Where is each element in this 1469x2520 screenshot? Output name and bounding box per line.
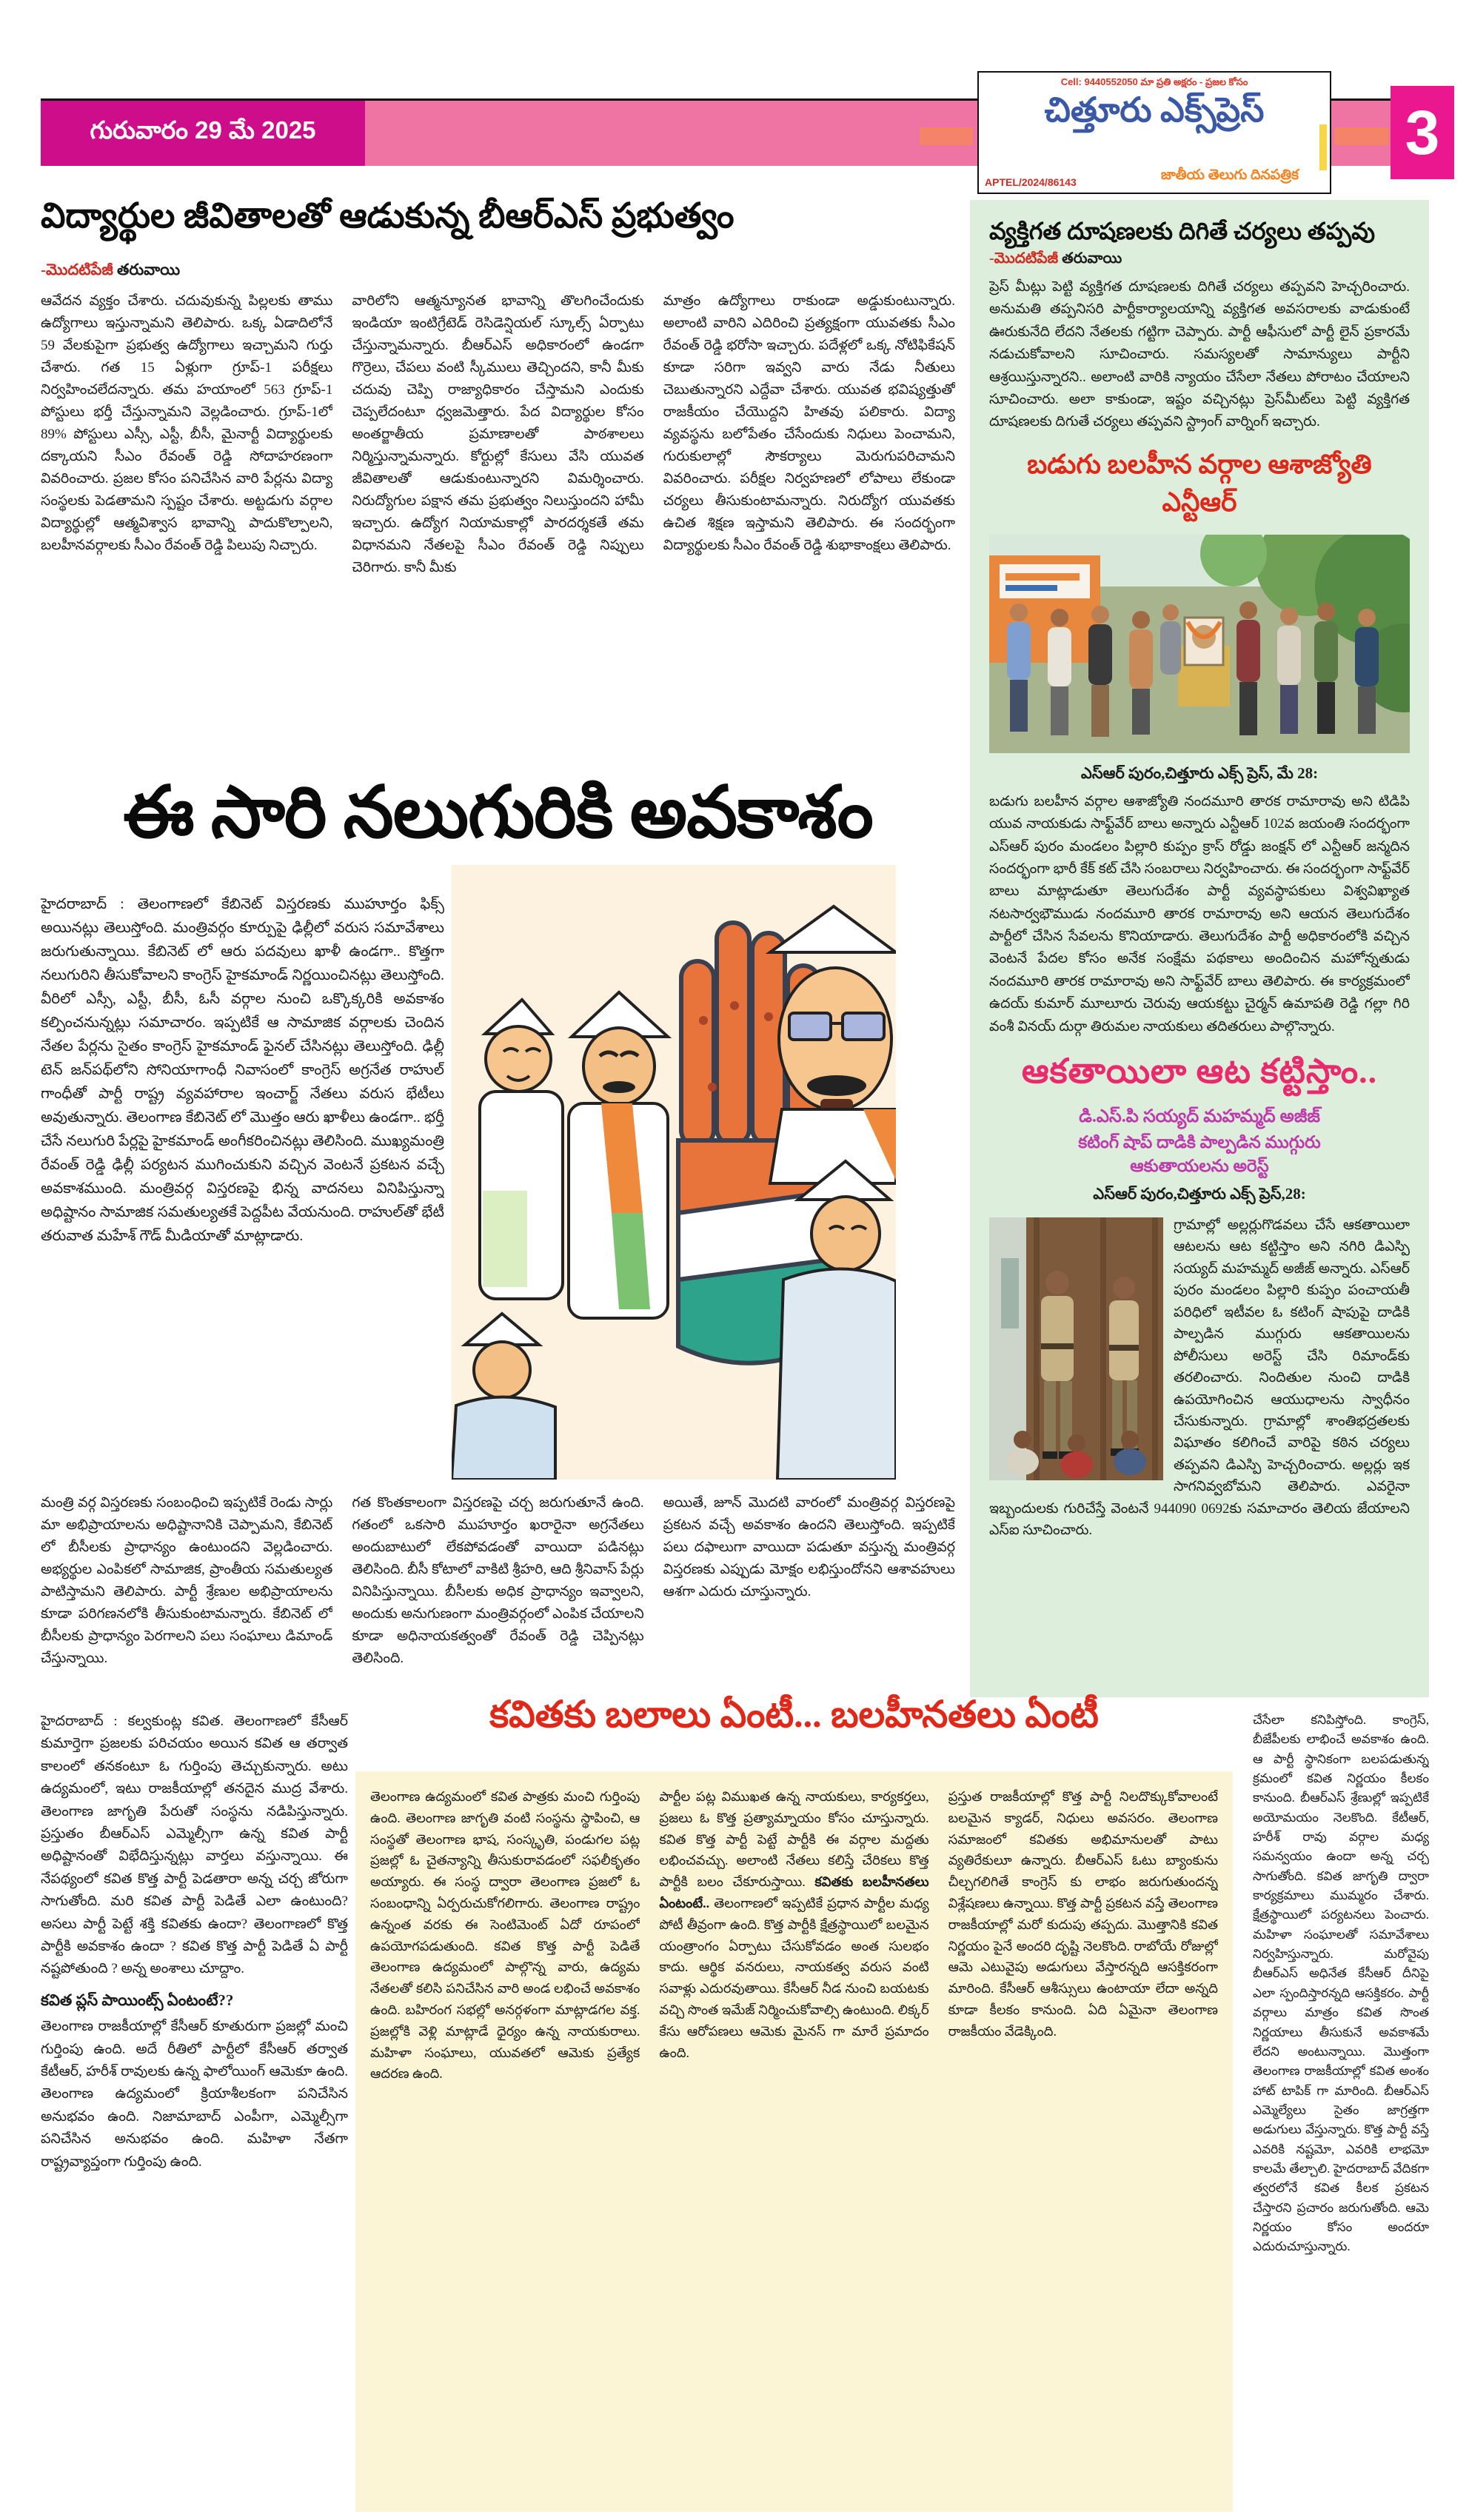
rowdy-body2: నిందితుల నుంచి దాడికి ఉపయోగించిన ఆయుధాలను స్వాధీనం చేసుకున్నారు. గ్రామాల్లో శాంతిభద్రతలకు విఘాతం కలిగించే వారిపై కఠిన చర్యలు తప్పవని డిఎస్పి హెచ్చరించారు. అల్లర్లు ఇక సాగనివ్వబోమని తెలిపారు. ఎవరైనా ఇబ్బందులకు గురిచేస్తే వెంటనే 944090 0692కు సమాచారం తెలియ జేయాలని ఎస్ఐ సూచించారు. xyxy=(989,1370,1410,1539)
article-column: మాత్రం ఉద్యోగాలు రాకుండా అడ్డుకుంటున్నారు. అలాంటి వారిని ఎదిరించి ప్రత్యక్షంగా యువతకు సీఎం రేవంత్ రెడ్డి భరోసా ఇచ్చారు. పదేళ్లలో ఒక్క నోటిఫికేషన్ కూడా సరిగా ఇవ్వని వారు నేడు నీతులు చెబుతున్నారని ఎద్దేవా చేశారు. యువత భవిష్యత్తుతో రాజకీయం చేయొద్దని హితవు పలికారు. విద్యా వ్యవస్థను బలోపేతం చేసేందుకు నిధులు పెంచామని, గురుకులాల్లో సౌకర్యాలు మెరుగుపరిచామని వివరించారు. పరీక్షల నిర్వహణలో లోపాలు లేకుండా చర్యలు తీసుకుంటామన్నారు. నిరుద్యోగ యువతకు ఉచిత శిక్షణ ఇస్తామని తెలిపారు. ఈ సందర్భంగా విద్యార్థులకు సీఎం రేవంత్ రెడ్డి శుభాకాంక్షలు తెలిపారు. xyxy=(663,293,955,554)
kavitha-col2-part1: పార్టీల పట్ల విముఖత ఉన్న నాయకులు, కార్యకర్తలు, ప్రజలు ఓ కొత్త ప్రత్యామ్నాయం కోసం చూస్తున్నారు. కవిత కొత్త పార్టీ పెట్టే పార్టీకి ఈ వర్గాల మద్దతు లభించవచ్చు. అలాంటి నేతలు కలిస్తే చేరికలు కొత్త పార్టీకి బలం చేకూరుస్తాయి. xyxy=(659,1789,929,1890)
masthead-logo xyxy=(977,71,1331,194)
kavitha-left-body: తెలంగాణ రాజకీయాల్లో కేసీఆర్ కూతురుగా ప్రజల్లో మంచి గుర్తింపు ఉంది. అదే రీతిలో పార్టీలో కేసీఆర్ తర్వాత కేటీఆర్, హరీశ్ రావులకు ఉన్న ఫాలోయింగ్ ఆమెకూ ఉంది. తెలంగాణ ఉద్యమంలో క్రియాశీలకంగా పనిచేసిన అనుభవం ఉంది. నిజామాబాద్ ఎంపీగా, ఎమ్మెల్సీగా పనిచేసిన అనుభవం ఉంది. మహిళా నేతగా రాష్ట్రవ్యాప్తంగా గుర్తింపు ఉంది. xyxy=(41,2019,348,2170)
kavitha-col2-part2: తెలంగాణలో ఇప్పటికే ప్రధాన పార్టీల మధ్య పోటీ తీవ్రంగా ఉంది. కొత్త పార్టీకి క్షేత్రస్థాయిలో బలమైన యంత్రాంగం ఏర్పాటు చేసుకోవడం అంత సులభం కాదు. ఆర్థిక వనరులు, నాయకత్వ వరుస వంటి సవాళ్లు ఎదురవుతాయి. కేసీఆర్ నీడ నుంచి బయటకు వచ్చి సొంత ఇమేజ్ నిర్మించుకోవాల్సి ఉంటుంది. లిక్కర్ కేసు ఆరోపణలు ఆమెకు మైనస్ గా మారే ప్రమాదం ఉంది. xyxy=(659,1895,929,2060)
rowdy-subhead: డి.ఎస్.పి సయ్యద్ మహమ్మద్ అజీజ్ xyxy=(1079,1107,1320,1127)
headline-cabinet-banner: ఈ సారి నలుగురికి అవకాశం xyxy=(123,773,873,852)
cabinet-columns xyxy=(41,1492,955,1681)
date-bar xyxy=(41,101,365,166)
rowdy-body: గ్రామాల్లో అల్లర్లుగొడవలు చేసే ఆకతాయిలా ఆటలను ఆట కట్టిస్తాం అని నగిరి డిఎస్పి సయ్యద్ మహమ్మద్ అజీజ్ అన్నారు. ఎస్ఆర్ పురం మండలం పిల్లారి కుప్పం పంచాయతీ పరిధిలో ఇటీవల ఓ కటింగ్ షాపుపై దాడికి పాల్పడిన ముగ్గురు ఆకతాయిలను పోలీసులు అరెస్ట్ చేసి రిమాండ్‌కు తరలించారు. xyxy=(1174,1217,1410,1386)
article-column: ఆవేదన వ్యక్తం చేశారు. చదువుకున్న పిల్లలకు తాము ఉద్యోగాలు ఇస్తున్నామని తెలిపారు. ఒక్క ఏడాదిలోనే 59 వేలకుపైగా ప్రభుత్వ ఉద్యోగాలు ఇచ్చామని గుర్తు చేశారు. గత 15 ఏళ్లుగా గ్రూప్-1 పరీక్షలు నిర్వహించలేదన్నారు. తమ హయాంలో 563 గ్రూప్-1 పోస్టులు భర్తీ చేస్తున్నామని వెల్లడించారు. గ్రూప్-1లో 89% పోస్టులు ఎస్సీ, ఎస్టీ, బీసీ, మైనార్టీ విద్యార్థులకు దక్కాయని సీఎం రేవంత్ రెడ్డి సోదాహరణంగా వివరించారు. ప్రజల కోసం పనిచేసిన వారి పేర్లను విద్యా సంస్థలకు పెడతామని స్పష్టం చేశారు. అట్టడుగు వర్గాల విద్యార్థుల్లో ఆత్మవిశ్వాస భావాన్ని పాదుకొల్పాలని, బలహీనవర్గాలకు సీఎం రేవంత్ రెడ్డి పిలుపు నిచ్చారు. xyxy=(41,293,333,554)
rowdy-subhead: కటింగ్ షాప్ దాడికి పాల్పడిన ముగ్గురు xyxy=(1078,1133,1321,1152)
page-number: 3 xyxy=(1405,97,1440,167)
rowdy-dateline: ఎస్ఆర్ పురం,చిత్తూరు ఎక్స్ ప్రెస్,28: xyxy=(1093,1185,1306,1203)
police-photo xyxy=(989,1217,1163,1480)
headline-rowdy: ఆకతాయిలా ఆట కట్టిస్తాం.. xyxy=(1021,1052,1378,1091)
headline-kavitha: కవితకు బలాలు ఏంటీ... బలహీనతలు ఏంటీ xyxy=(489,1694,1099,1735)
masthead-topline: Cell: 9440552050 మా ప్రతి అక్షరం - ప్రజల కోసం xyxy=(1060,76,1248,87)
headline-students: విద్యార్థుల జీవితాలతో ఆడుకున్న బీఆర్ఎస్ ప్రభుత్వం xyxy=(41,197,734,235)
kavitha-column: ప్రస్తుత రాజకీయాల్లో కొత్త పార్టీ నిలదొక్కుకోవాలంటే బలమైన క్యాడర్, నిధులు అవసరం. తెలంగాణ సమాజంలో కవితకు అభిమానులతో పాటు వ్యతిరేకులూ ఉన్నారు. బీఆర్ఎస్ ఓటు బ్యాంకును చీల్చగలిగితే కాంగ్రెస్ కు లాభం జరుగుతుందన్న విశ్లేషణలు ఉన్నాయి. కొత్త పార్టీ ప్రకటన వస్తే తెలంగాణ రాజకీయాల్లో మరో కుదుపు తప్పదు. మొత్తానికి కవిత నిర్ణయం పైనే అందరి దృష్టి నెలకొంది. రాబోయే రోజుల్లో ఆమె ఎటువైపు అడుగులు వేస్తారన్నది ఆసక్తికరంగా మారింది. కేసీఆర్ ఆశీస్సులు ఉంటాయా లేదా అన్నది కూడా కీలకం కానుంది. ఏది ఏమైనా తెలంగాణ రాజకీయం వేడెక్కింది. xyxy=(948,1789,1218,2039)
ntr-dateline: ఎస్ఆర్ పురం,చిత్తూరు ఎక్స్ ప్రెస్, మే 28: xyxy=(1080,763,1319,782)
byline-red: -మొదటిపేజీ xyxy=(989,250,1059,267)
kavitha-weakness-subhead: కవితకు బలహీనతలు ఏంటంటే.. xyxy=(659,1874,929,1911)
masthead-dash-left xyxy=(920,127,973,145)
article-column: అయితే, జూన్ మొదటి వారంలో మంత్రివర్గ విస్తరణపై ప్రకటన వచ్చే అవకాశం ఉందని తెలుస్తోంది. ఇప్పటికే పలు దఫాలుగా వాయిదా పడుతూ వస్తున్న మంత్రివర్గ విస్తరణకు ఎప్పుడు మోక్షం లభిస్తుందోనని ఆశావహులు ఆశగా ఎదురు చూస్తున్నారు. xyxy=(663,1495,955,1600)
byline-rest: తరువాయి xyxy=(113,261,181,278)
masthead-regno: APTEL/2024/86143 xyxy=(985,176,1077,188)
masthead-accent-strip xyxy=(1319,124,1327,170)
ntr-body: బడుగు బలహీన వర్గాల ఆశాజ్యోతి నందమూరి తారక రామారావు అని టిడిపి యువ నాయకుడు సాఫ్ట్‌వేర్ బాలు అన్నారు ఎన్టీఆర్ 102వ జయంతి సందర్భంగా ఎస్ఆర్ పురం మండలం పిల్లారి కుప్పం క్రాస్ రోడ్డు జంక్షన్ లో ఎన్టీఆర్ జన్మదిన సందర్భంగా భారీ కేక్ కట్ చేసి సంబరాలు నిర్వహించారు. ఈ సందర్భంగా సాఫ్ట్‌వేర్ బాలు మాట్లాడుతూ తెలుగుదేశం పార్టీ వ్యవస్థాపకులు విశ్వవిఖ్యాత నటసార్వభౌముడు నందమూరి తారక రామారావు అని ఆయన తెలుగుదేశం పార్టీలో చేసిన సేవలను కొనియాడారు. తెలుగుదేశం పార్టీ అధికారంలోకి వచ్చిన వెంటనే పేదల కోసం అనేక సంక్షేమ పథకాలు అందించిన మహోన్నతుడు నందమూరి తారక రామారావు అని సాఫ్ట్‌వేర్ బాలు తెలిపారు. ఈ కార్యక్రమంలో ఉదయ్ కుమార్ మూలూరు చెరువు ఆయకట్టు చైర్మన్ ఉమాపతి రెడ్డి గల్లా గిరి వంశీ వినయ్ దుర్గా తిరుమల నాయకులు తదితరులు పాల్గొన్నారు. xyxy=(989,793,1410,1035)
students-columns xyxy=(41,290,955,753)
cartoon-illustration xyxy=(452,865,896,1480)
green-sidebar xyxy=(970,200,1429,1697)
byline-rest: తరువాయి xyxy=(1058,250,1122,267)
article-column: వారిలోని ఆత్మన్యూనత భావాన్ని తొలగించేందుకు ఇండియా ఇంటిగ్రేటెడ్ రెసిడెన్షియల్ స్కూల్స్ ఏర్పాటు చేస్తున్నామన్నారు. బీఆర్ఎస్ అధికారంలో ఉండగా గొర్రెలు, చేపలు వంటి స్కీములు తెచ్చిందని, కానీ మీకు చదువు చెప్పి రాజ్యాధికారం చేస్తామని ఎందుకు చెప్పలేదంటూ ధ్వజమెత్తారు. పేద విద్యార్థుల కోసం అంతర్జాతీయ ప్రమాణాలతో పాఠశాలలు నిర్మిస్తున్నామన్నారు. కోర్టుల్లో కేసులు వేసి యువత జీవితాలతో ఆడుకుంటున్నారని విమర్శించారు. నిరుద్యోగుల పక్షాన తమ ప్రభుత్వం నిలుస్తుందని హామీ ఇచ్చారు. ఉద్యోగ నియామకాల్లో పారదర్శకతే తమ విధానమని నేతలపై సీఎం రేవంత్ రెడ్డి నిప్పులు చెరిగారు. కానీ మీకు xyxy=(352,293,644,576)
article-column: మంత్రి వర్గ విస్తరణకు సంబంధించి ఇప్పటికే రెండు సార్లు మా అభిప్రాయాలను అధిష్టానానికి చెప్పామని, కేబినెట్ లో బీసీలకు ప్రాధాన్యం ఉంటుందని వెల్లడించారు. అభ్యర్థుల ఎంపికలో సామాజిక, ప్రాంతీయ సమతుల్యత పాటిస్తామని తెలిపారు. పార్టీ శ్రేణుల అభిప్రాయాలను కూడా పరిగణనలోకి తీసుకుంటామన్నారు. కేబినెట్ లో బీసీలకు ప్రాధాన్యం పెరగాలని పలు సంఘాలు డిమాండ్ చేస్తున్నాయి. xyxy=(41,1495,333,1667)
ntr-event-photo xyxy=(989,535,1410,757)
byline-red: -మొదటిపేజీ xyxy=(41,261,113,278)
kavitha-subhead: కవిత ప్లస్ పాయింట్స్ ఏంటంటే?? xyxy=(41,1991,234,2009)
masthead-dash-right xyxy=(1334,127,1389,145)
warn-body: ప్రెస్ మీట్లు పెట్టి వ్యక్తిగత దూషణలకు దిగితే చర్యలు తప్పవని హెచ్చరించారు. అనుమతి తప్పనిసరి పార్టీకార్యాలయాన్ని వ్యక్తిగత అవసరాలకు వాడుకుంటే ఊరుకునేది లేదని నేతలకు గట్టిగా చెప్పారు. పార్టీ ఆఫీసులో పార్టీ లైన్ ప్రకారమే నడుచుకోవాలని సూచించారు. సమస్యలతో సామాన్యులు పార్టీని ఆశ్రయిస్తున్నారని.. అలాంటి వారికి న్యాయం చేసేలా నేతలు పోరాటం చేయాలని సూచించారు. అలా కాకుండా, ఇష్టం వచ్చినట్లు ప్రెస్‌మీట్‌లు పెట్టి వ్యక్తిగత దూషణలకు దిగుతే చర్యలు తప్పవని స్ట్రాంగ్ వార్నింగ్ ఇచ్చారు. xyxy=(989,279,1410,430)
byline-students xyxy=(41,261,180,283)
kavitha-intro: హైదరాబాద్ : కల్వకుంట్ల కవిత. తెలంగాణలో కేసీఆర్ కుమార్తెగా ప్రజలకు పరిచయం అయిన కవిత ఆ తర్వాత కాలంలో తనకంటూ ఓ గుర్తింపు తెచ్చుకున్నారు. అటు ఉద్యమంలో, ఇటు రాజకీయాల్లో తనదైన ముద్ర వేశారు. తెలంగాణ జాగృతి పేరుతో సంస్థను నడిపిస్తున్నారు. ప్రస్తుతం బీఆర్ఎస్ ఎమ్మెల్సీగా ఉన్న కవిత పార్టీ అధిష్టానంతో విభేదిస్తున్నట్లు వార్తలు వస్తున్నాయి. ఈ నేపథ్యంలో కవిత కొత్త పార్టీ పెడతారా అన్న చర్చ జోరుగా సాగుతోంది. మరి కవిత పార్టీ పెడితే ఎలా ఉంటుంది? అసలు పార్టీ పెట్టే శక్తి కవితకు ఉందా? తెలంగాణలో కొత్త పార్టీకి అవకాశం ఉందా ? కవిత కొత్త పార్టీ పెడితే ఏ పార్టీ నష్టపోతుంది ? అన్న అంశాలు చూద్దాం. xyxy=(41,1714,348,1977)
kavitha-left-column xyxy=(41,1711,348,2512)
kavitha-column xyxy=(659,1786,928,2497)
page-number-box xyxy=(1391,86,1454,179)
rowdy-body-wrap xyxy=(989,1214,1410,1542)
headline-warn: వ్యక్తిగత దూషణలకు దిగితే చర్యలు తప్పవు xyxy=(989,218,1376,244)
headline-ntr: బడుగు బలహీన వర్గాల ఆశాజ్యోతి ఎన్టీఆర్ xyxy=(1027,449,1372,517)
kavitha-column: తెలంగాణ ఉద్యమంలో కవిత పాత్రకు మంచి గుర్తింపు ఉంది. తెలంగాణ జాగృతి వంటి సంస్థను స్థాపించి, ఆ సంస్థతో తెలంగాణ భాష, సంస్కృతి, పండుగల పట్ల ప్రజల్లో ఓ చైతన్యాన్ని తీసుకురావడంలో సఫలీకృతం అయ్యారు. ఈ సంస్థ ద్వారా తెలంగాణ ప్రజలో ఓ సంబంధాన్ని ఏర్పరుచుకోగలిగారు. తెలంగాణ రాష్ట్రం ఉన్నంత వరకు ఈ సెంటిమెంట్ ఏదో రూపంలో ఉపయోగపడుతుంది. కవిత కొత్త పార్టీ పెడితే తెలంగాణ ఉద్యమంలో పాల్గొన్న వారు, ఉద్యమ నేతలతో కలిసి పనిచేసిన వారి అండ లభించే అవకాశం ఉంది. బహిరంగ సభల్లో అనర్గళంగా మాట్లాడగల వక్త. ప్రజల్లోకి వెళ్లి మాట్లాడే ధైర్యం ఉన్న నాయకురాలు. మహిళా సంఘాలు, యువతలో ఆమెకు ప్రత్యేక ఆదరణ ఉంది. xyxy=(370,1789,640,2082)
kavitha-analysis-box xyxy=(355,1771,1233,2512)
cabinet-lead-column: హైదరాబాద్ : తెలంగాణలో కేబినెట్ విస్తరణకు ముహూర్తం ఫిక్స్ అయినట్లు తెలుస్తోంది. మంత్రివర్గం కూర్పుపై ఢిల్లీలో వరుస సమావేశాలు జరుగుతున్నాయి. కేబినెట్ లో ఆరు పదవులు ఖాళీ ఉండగా.. కొత్తగా నలుగురిని తీసుకోవాలని కాంగ్రెస్ హైకమాండ్ నిర్ణయించినట్లు తెలుస్తోంది. వీరిలో ఎస్సీ, ఎస్టీ, బీసీ, ఓసీ వర్గాల నుంచి ఒక్కొక్కరికి అవకాశం కల్పించనున్నట్లు సమాచారం. ఇప్పటికే ఆ సామాజిక వర్గాలకు చెందిన నేతల పేర్లను సైతం కాంగ్రెస్ హైకమాండ్ ఫైనల్ చేసినట్లు తెలుస్తోంది. ఢిల్లీ టెన్ జన్‌పథ్‌లోని సోనియాగాంధీ నివాసంలో కాంగ్రెస్ అగ్రనేత రాహుల్ గాంధీతో పార్టీ రాష్ట్ర వ్యవహారాల ఇంచార్జ్ నేతలు వరుస భేటీలు అవుతున్నారు. తెలంగాణ కేబినెట్ లో మొత్తం ఆరు ఖాళీలు ఉండగా.. భర్తీ చేసే నలుగురి పేర్లపై హైకమాండ్ అంగీకరించినట్లు తెలిసింది. ముఖ్యమంత్రి రేవంత్ రెడ్డి ఢిల్లీ పర్యటన ముగించుకుని వచ్చిన వెంటనే ప్రకటన వచ్చే అవకాశముంది. మంత్రివర్గ విస్తరణపై భిన్న వాదనలు వినిపిస్తున్నా అధిష్టానం సామాజిక సమతుల్యతకే పెద్దపీట వేయనుంది. రాహుల్‌తో భేటీ తరువాత మహేశ్ గౌడ్ మీడియాతో మాట్లాడారు. xyxy=(41,896,444,1244)
kavitha-right-column: చేసేలా కనిపిస్తోంది. కాంగ్రెస్, బీజేపీలకు లాభించే అవకాశం ఉంది. ఆ పార్టీ స్థానికంగా బలపడుతున్న క్రమంలో కవిత నిర్ణయం కీలకం కానుంది. బీఆర్ఎస్ శ్రేణుల్లో ఇప్పటికే అయోమయం నెలకొంది. కేటీఆర్, హరీశ్ రావు వర్గాల మధ్య సమన్వయం ఉందా అన్న చర్చ సాగుతోంది. కవిత జాగృతి ద్వారా కార్యక్రమాలు ముమ్మరం చేశారు. క్షేత్రస్థాయిలో పర్యటనలు పెంచారు. మహిళా సంఘాలతో సమావేశాలు నిర్వహిస్తున్నారు. మరోవైపు బీఆర్ఎస్ అధినేత కేసీఆర్ దీనిపై ఎలా స్పందిస్తారన్నది ఆసక్తికరం. పార్టీ వర్గాలు మాత్రం కవిత సొంత నిర్ణయాలు తీసుకునే అవకాశమే లేదని అంటున్నాయి. మొత్తంగా తెలంగాణ రాజకీయాల్లో కవిత అంశం హాట్ టాపిక్ గా మారింది. బీఆర్ఎస్ ఎమ్మెల్యేలు సైతం జాగ్రత్తగా అడుగులు వేస్తున్నారు. కొత్త పార్టీ వస్తే ఎవరికి నష్టమో, ఎవరికి లాభమో కాలమే తేల్చాలి. హైదరాబాద్ వేదికగా త్వరలోనే కవిత కీలక ప్రకటన చేస్తారని ప్రచారం జరుగుతోంది. ఆమె నిర్ణయం కోసం అందరూ ఎదురుచూస్తున్నారు. xyxy=(1253,1713,1429,2254)
masthead-tagline: జాతీయ తెలుగు దినపత్రిక xyxy=(1160,167,1299,183)
masthead-title: చిత్తూరు ఎక్స్‌ప్రెస్ xyxy=(1044,91,1265,129)
article-column: గత కొంతకాలంగా విస్తరణపై చర్చ జరుగుతూనే ఉంది. గతంలో ఒకసారి ముహూర్తం ఖరారైనా అగ్రనేతలు అందుబాటులో లేకపోవడంతో వాయిదా పడినట్లు తెలిసింది. బీసీ కోటాలో వాకిటి శ్రీహరి, ఆది శ్రీనివాస్ పేర్లు వినిపిస్తున్నాయి. బీసీలకు అధిక ప్రాధాన్యం ఇవ్వాలని, అందుకు అనుగుణంగా మంత్రివర్గంలో ఎంపిక చేయాలని కూడా అధినాయకత్వంతో రేవంత్ రెడ్డి చెప్పినట్లు తెలిసింది. xyxy=(352,1495,644,1667)
byline-warn xyxy=(989,250,1410,270)
date-label: గురువారం 29 మే 2025 xyxy=(90,116,316,144)
rowdy-subhead: ఆకుతాయలను అరెస్ట్ xyxy=(1130,1157,1269,1176)
